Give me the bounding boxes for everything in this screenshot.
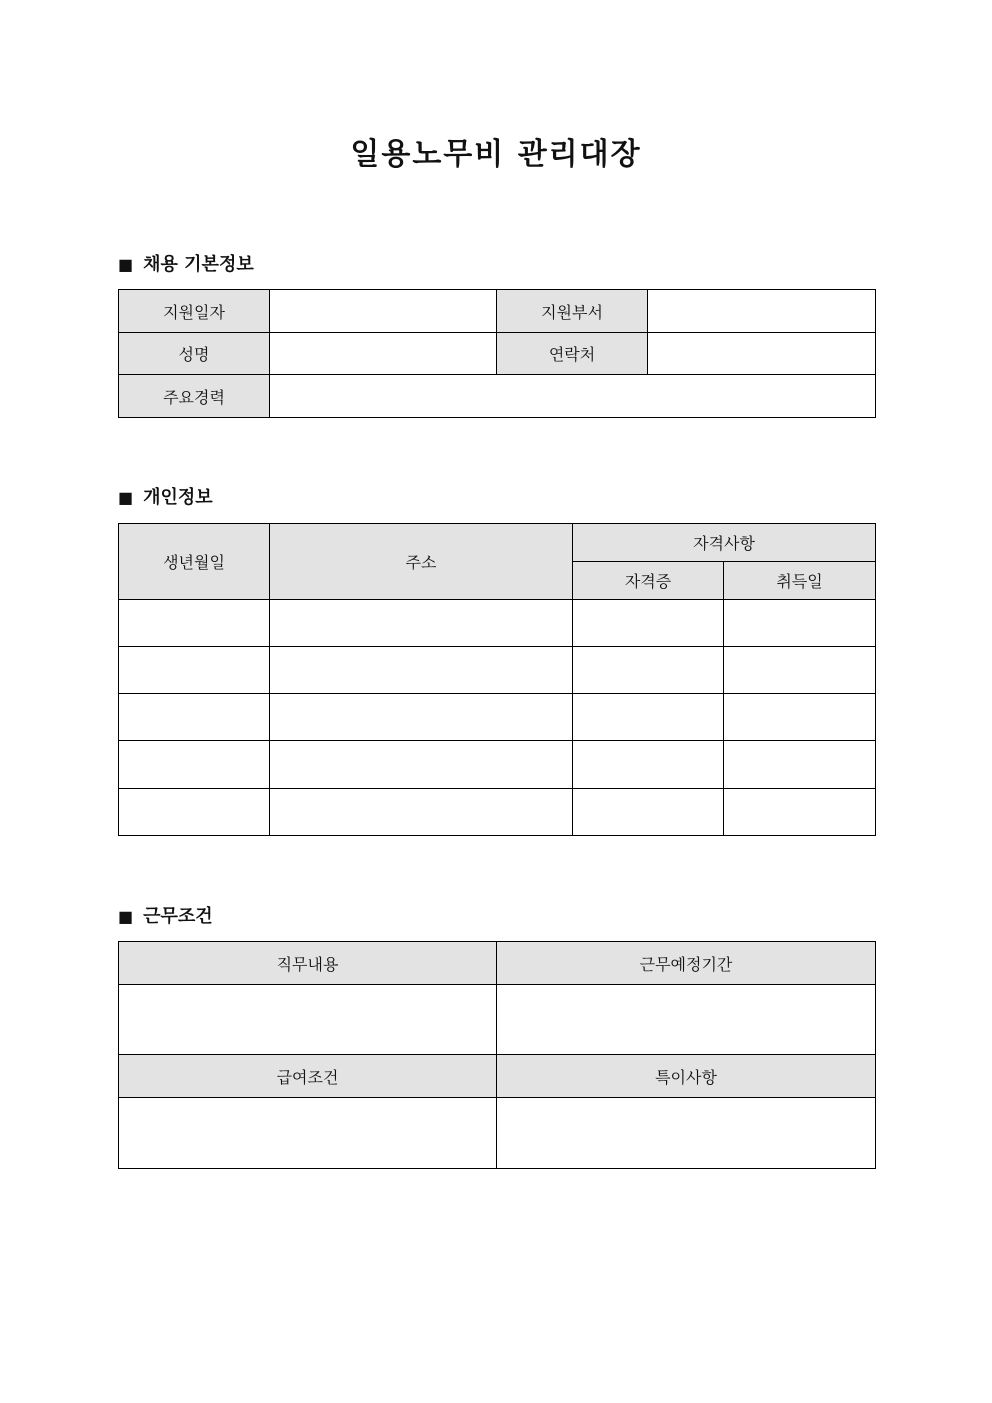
header-qualifications: 자격사항: [573, 524, 876, 562]
cell-certificate[interactable]: [573, 741, 724, 789]
cell-certificate[interactable]: [573, 600, 724, 647]
table-row: [119, 741, 876, 789]
label-contact: 연락처: [497, 333, 648, 375]
cell-address[interactable]: [270, 741, 573, 789]
cell-address[interactable]: [270, 789, 573, 836]
header-pay: 급여조건: [119, 1055, 497, 1098]
field-contact[interactable]: [648, 333, 876, 375]
label-apply-dept: 지원부서: [497, 290, 648, 333]
personal-info-table: [118, 523, 876, 836]
work-conditions-table: [118, 941, 876, 1169]
cell-certificate[interactable]: [573, 694, 724, 741]
cell-address[interactable]: [270, 647, 573, 694]
table-row: [119, 789, 876, 836]
square-bullet-icon: ■: [118, 255, 134, 274]
cell-birth[interactable]: [119, 647, 270, 694]
field-duties[interactable]: [119, 985, 497, 1055]
cell-acquired-date[interactable]: [724, 647, 876, 694]
cell-acquired-date[interactable]: [724, 741, 876, 789]
table-row: [119, 647, 876, 694]
cell-acquired-date[interactable]: [724, 600, 876, 647]
label-name: 성명: [119, 333, 270, 375]
field-apply-date[interactable]: [270, 290, 497, 333]
header-acquired-date: 취득일: [724, 562, 876, 600]
field-apply-dept[interactable]: [648, 290, 876, 333]
cell-address[interactable]: [270, 694, 573, 741]
section-title: 채용 기본정보: [143, 254, 254, 275]
section-title: 개인정보: [143, 487, 213, 508]
square-bullet-icon: ■: [118, 907, 134, 926]
cell-acquired-date[interactable]: [724, 694, 876, 741]
section-heading-work: [118, 905, 213, 929]
header-period: 근무예정기간: [497, 942, 876, 985]
cell-acquired-date[interactable]: [724, 789, 876, 836]
table-row: [119, 600, 876, 647]
cell-certificate[interactable]: [573, 647, 724, 694]
label-career: 주요경력: [119, 375, 270, 418]
field-pay[interactable]: [119, 1098, 497, 1169]
cell-certificate[interactable]: [573, 789, 724, 836]
header-certificate: 자격증: [573, 562, 724, 600]
cell-address[interactable]: [270, 600, 573, 647]
section-title: 근무조건: [143, 906, 213, 927]
basic-info-table: [118, 289, 876, 418]
header-birth: 생년월일: [119, 524, 270, 600]
document-title: 일용노무비 관리대장: [350, 137, 642, 172]
field-name[interactable]: [270, 333, 497, 375]
table-row: [119, 694, 876, 741]
square-bullet-icon: ■: [118, 488, 134, 507]
section-heading-basic: [118, 253, 254, 277]
field-career[interactable]: [270, 375, 876, 418]
label-apply-date: 지원일자: [119, 290, 270, 333]
header-duties: 직무내용: [119, 942, 497, 985]
field-notes[interactable]: [497, 1098, 876, 1169]
cell-birth[interactable]: [119, 789, 270, 836]
cell-birth[interactable]: [119, 694, 270, 741]
cell-birth[interactable]: [119, 600, 270, 647]
header-notes: 특이사항: [497, 1055, 876, 1098]
header-address: 주소: [270, 524, 573, 600]
section-heading-personal: [118, 486, 213, 510]
field-period[interactable]: [497, 985, 876, 1055]
cell-birth[interactable]: [119, 741, 270, 789]
